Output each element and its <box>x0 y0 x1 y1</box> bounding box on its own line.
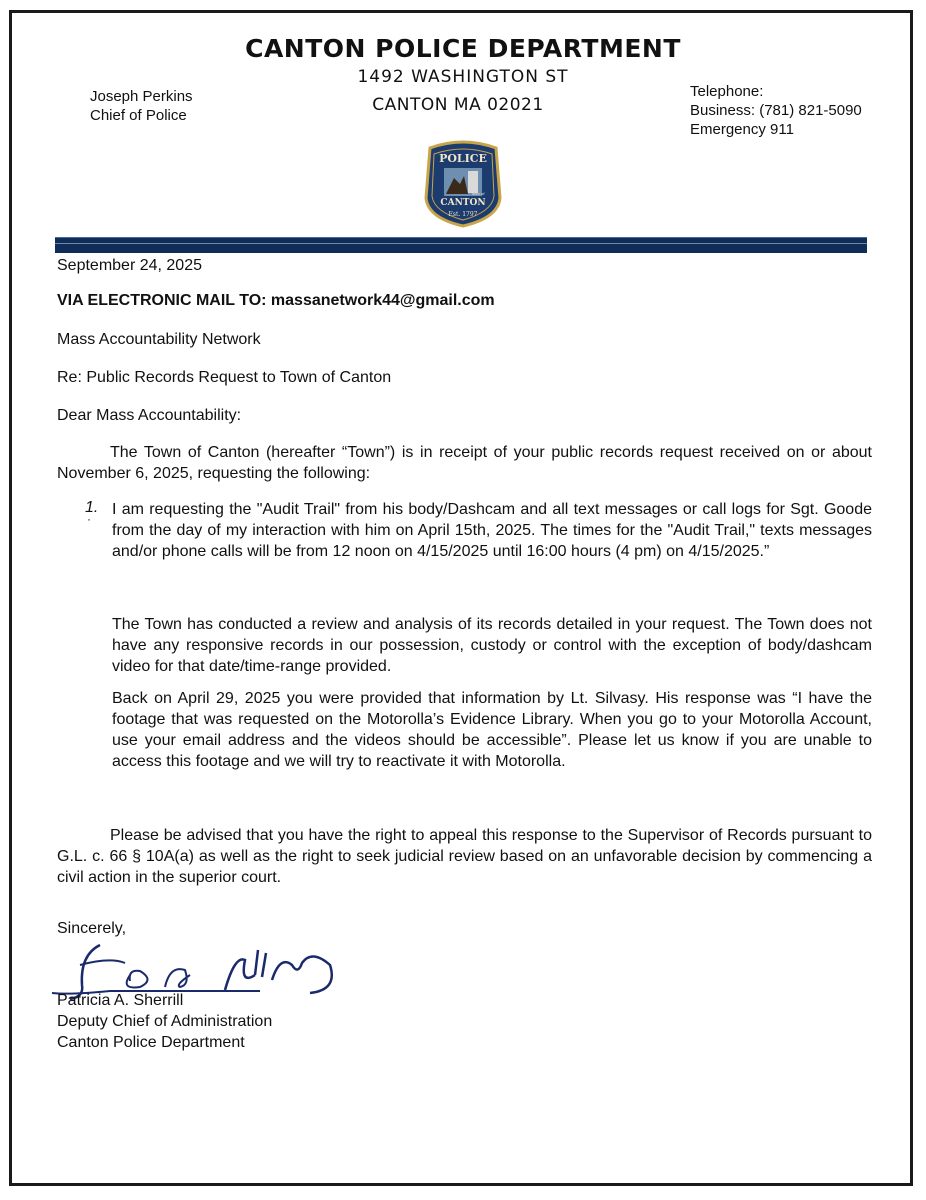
business-phone: Business: (781) 821-5090 <box>690 102 862 119</box>
chief-title: Chief of Police <box>90 107 187 124</box>
letter-date: September 24, 2025 <box>57 257 202 274</box>
emergency-phone: Emergency 911 <box>690 121 794 138</box>
recipient-name: Mass Accountability Network <box>57 331 261 348</box>
salutation: Dear Mass Accountability: <box>57 407 242 424</box>
badge-est-text: Est. 1797 <box>448 211 478 218</box>
followup-paragraph: Back on April 29, 2025 you were provided that information by Lt. Silvasy. His response was “I have the footage that was requested on the Motorolla’s Evidence Library. When you go to your Motorolla Account, use your email address and the videos should be accessible”. Please let us know if you are unable to access this footage and we will try to reactivate it with Motorolla. <box>112 690 872 770</box>
appeal-paragraph: Please be advised that you have the right to appeal this response to the Supervisor of Records pursuant to G.L. c. 66 § 10A(a) as well as the right to seek judicial review based on an unfavorable decision by commencing a civil action in the superior court. <box>57 827 872 886</box>
badge-town-text: CANTON <box>440 198 486 208</box>
closing: Sincerely, <box>57 920 127 937</box>
badge-town-small-text: Town of <box>471 192 485 196</box>
telephone-label: Telephone: <box>690 83 764 100</box>
stray-mark: · <box>87 512 91 526</box>
chief-name: Joseph Perkins <box>90 88 193 105</box>
signer-block <box>57 990 272 1053</box>
signer-title: Deputy Chief of Administration <box>57 1013 273 1030</box>
response-paragraph: The Town has conducted a review and analysis of its records detailed in your request. The Town does not have any responsive records in our possession, custody or control with the exception of body/dashcam video for that date/time-range provided. <box>112 616 872 675</box>
department-title: CANTON POLICE DEPARTMENT <box>245 34 681 63</box>
signer-name: Patricia A. Sherrill <box>57 992 184 1009</box>
request-number: 1. <box>85 499 99 516</box>
via-email-line: VIA ELECTRONIC MAIL TO: massanetwork44@gmail.com <box>57 292 495 309</box>
telephone-block <box>690 82 862 139</box>
signer-org: Canton Police Department <box>57 1034 245 1051</box>
badge-top-text: POLICE <box>439 152 487 165</box>
re-line: Re: Public Records Request to Town of Canton <box>57 369 392 386</box>
header-rule-bar <box>55 237 867 253</box>
police-badge-logo <box>420 138 506 228</box>
intro-paragraph: The Town of Canton (hereafter “Town”) is in receipt of your public records request received on or about November 6, 2025, requesting the following: <box>57 444 872 482</box>
chief-block <box>90 87 193 125</box>
request-item-text: I am requesting the "Audit Trail" from his body/Dashcam and all text messages or call logs for Sgt. Goode from the day of my interaction with him on April 15th, 2025. The times for the "Audit Trail," texts messages and/or phone calls will be from 12 noon on 4/15/2025 until 16:00 hours (4 pm) on 4/15/2025.” <box>112 501 872 560</box>
address-line-2: CANTON MA 02021 <box>372 95 544 115</box>
address-line-1: 1492 WASHINGTON ST <box>357 67 569 87</box>
